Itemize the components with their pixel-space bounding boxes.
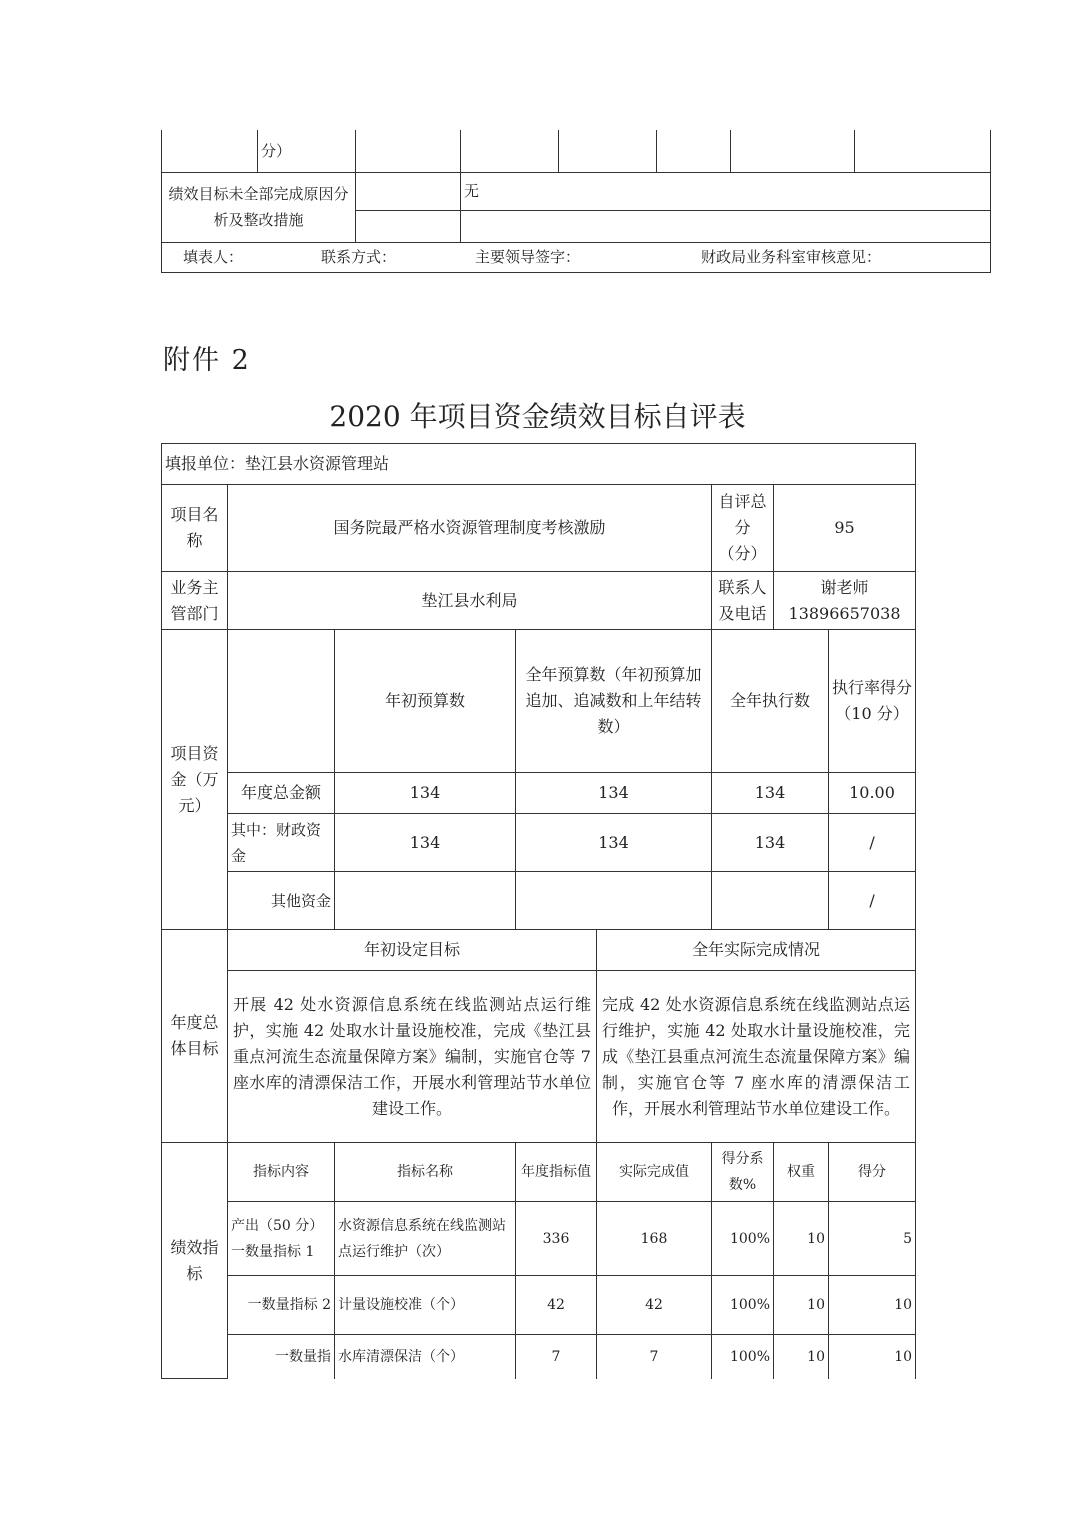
funds-rate: 10.00 xyxy=(829,773,916,814)
indicator-coef: 100% xyxy=(712,1202,774,1276)
table-row xyxy=(162,1276,916,1335)
contact-name: 谢老师 xyxy=(820,577,869,597)
review-opinion-label: 财政局业务科室审核意见： xyxy=(701,248,882,266)
attachment-label: 附件 2 xyxy=(163,345,251,376)
funds-executed xyxy=(712,872,829,930)
header-name: 指标名称 xyxy=(335,1143,516,1202)
goal-label: 年度总体目标 xyxy=(162,930,228,1143)
project-name-label: 项目名称 xyxy=(162,485,228,572)
indicator-actual: 7 xyxy=(597,1335,712,1379)
funds-executed: 134 xyxy=(712,814,829,872)
funds-annual xyxy=(516,872,712,930)
funds-rate: / xyxy=(829,814,916,872)
funds-label: 项目资金（万元） xyxy=(162,630,228,930)
funds-row-label: 其他资金 xyxy=(228,872,335,930)
header-actual: 实际完成值 xyxy=(597,1143,712,1202)
indicator-target: 42 xyxy=(516,1276,597,1335)
funds-annual: 134 xyxy=(516,773,712,814)
indicator-content: 一数量指标 2 xyxy=(228,1276,335,1335)
dept-label: 业务主管部门 xyxy=(162,572,228,630)
header-rate-score: 执行率得分（10 分） xyxy=(829,630,916,773)
reason-label: 绩效目标未全部完成原因分析及整改措施 xyxy=(162,172,356,242)
header-content: 指标内容 xyxy=(228,1143,335,1202)
fragment-cell: 分） xyxy=(258,130,356,172)
indicator-actual: 168 xyxy=(597,1202,712,1276)
funds-initial: 134 xyxy=(335,814,516,872)
funds-row-label: 其中：财政资金 xyxy=(228,814,335,872)
indicator-name: 计量设施校准（个） xyxy=(335,1276,516,1335)
table-row xyxy=(162,1335,916,1379)
indicator-weight: 10 xyxy=(774,1335,829,1379)
header-executed: 全年执行数 xyxy=(712,630,829,773)
indicator-actual: 42 xyxy=(597,1276,712,1335)
contact-method-label: 联系方式： xyxy=(321,248,397,266)
reporting-unit: 填报单位：垫江县水资源管理站 xyxy=(162,444,916,485)
self-evaluation-table xyxy=(161,443,916,1379)
indicator-score: 10 xyxy=(829,1276,916,1335)
header-weight: 权重 xyxy=(774,1143,829,1202)
header-annual-budget: 全年预算数（年初预算加追加、追减数和上年结转数） xyxy=(516,630,712,773)
self-score-label: 自评总分（分） xyxy=(712,485,774,572)
funds-initial: 134 xyxy=(335,773,516,814)
goal-planned-header: 年初设定目标 xyxy=(228,930,597,971)
indicator-name: 水资源信息系统在线监测站点运行维护（次） xyxy=(335,1202,516,1276)
indicator-label: 绩效指标 xyxy=(162,1143,228,1379)
funds-row-label: 年度总金额 xyxy=(228,773,335,814)
header-initial-budget: 年初预算数 xyxy=(335,630,516,773)
contact-label: 联系人及电话 xyxy=(712,572,774,630)
self-score-value: 95 xyxy=(774,485,916,572)
header-score: 得分 xyxy=(829,1143,916,1202)
header-target: 年度指标值 xyxy=(516,1143,597,1202)
dept-value: 垫江县水利局 xyxy=(228,572,712,630)
leader-signature-label: 主要领导签字： xyxy=(475,248,581,266)
indicator-weight: 10 xyxy=(774,1202,829,1276)
reason-value: 无 xyxy=(461,172,991,210)
signature-row xyxy=(162,242,991,272)
indicator-coef: 100% xyxy=(712,1335,774,1379)
contact-phone: 13896657038 xyxy=(788,603,901,623)
funds-annual: 134 xyxy=(516,814,712,872)
indicator-target: 336 xyxy=(516,1202,597,1276)
indicator-score: 10 xyxy=(829,1335,916,1379)
indicator-coef: 100% xyxy=(712,1276,774,1335)
goal-actual-header: 全年实际完成情况 xyxy=(597,930,916,971)
funds-executed: 134 xyxy=(712,773,829,814)
indicator-score: 5 xyxy=(829,1202,916,1276)
project-name: 国务院最严格水资源管理制度考核激励 xyxy=(228,485,712,572)
contact-value xyxy=(774,572,916,630)
indicator-content: 产出（50 分）一数量指标 1 xyxy=(228,1202,335,1276)
filler-label: 填表人： xyxy=(183,248,244,266)
previous-table xyxy=(161,130,991,273)
indicator-name: 水库清漂保洁（个） xyxy=(335,1335,516,1379)
page-title: 2020 年项目资金绩效目标自评表 xyxy=(329,400,746,433)
indicator-content: 一数量指 xyxy=(228,1335,335,1379)
indicator-target: 7 xyxy=(516,1335,597,1379)
goal-planned-text: 开展 42 处水资源信息系统在线监测站点运行维护，实施 42 处取水计量设施校准，完成《垫江县重点河流生态流量保障方案》编制，实施官仓等 7 座水库的清漂保洁工作，开展水利管理站节水单位建设工作。 xyxy=(228,971,597,1143)
header-coef: 得分系数% xyxy=(712,1143,774,1202)
funds-rate: / xyxy=(829,872,916,930)
goal-actual-text: 完成 42 处水资源信息系统在线监测站点运行维护，实施 42 处取水计量设施校准，完成《垫江县重点河流生态流量保障方案》编制，实施官仓等 7 座水库的清漂保洁工作，开展水利管理站节水单位建设工作。 xyxy=(597,971,916,1143)
indicator-weight: 10 xyxy=(774,1276,829,1335)
funds-initial xyxy=(335,872,516,930)
table-row xyxy=(162,1202,916,1276)
